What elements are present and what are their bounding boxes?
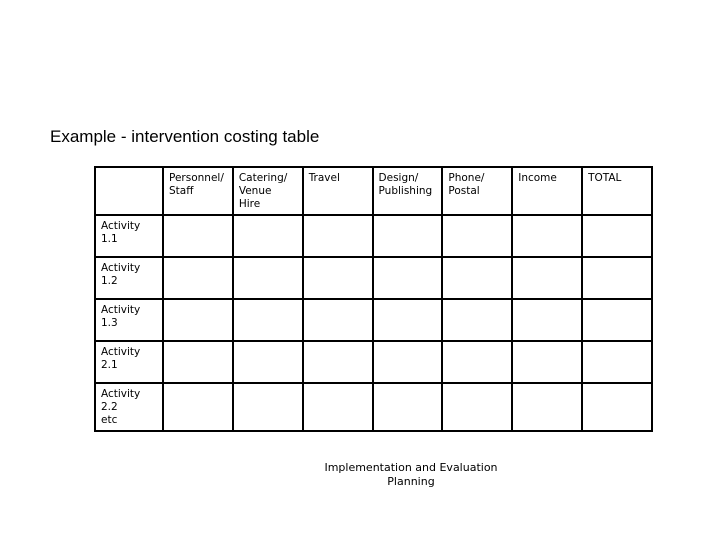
table-cell[interactable] xyxy=(512,215,582,257)
corner-cell xyxy=(95,167,163,215)
table-cell[interactable] xyxy=(233,215,303,257)
table-cell[interactable] xyxy=(233,299,303,341)
table-cell[interactable] xyxy=(163,383,233,431)
table-row xyxy=(95,215,652,257)
table-cell[interactable] xyxy=(582,215,652,257)
table-cell[interactable] xyxy=(373,299,443,341)
table-cell[interactable] xyxy=(512,341,582,383)
column-header-design: Design/ Publishing xyxy=(373,167,443,215)
row-label: Activity 1.2 xyxy=(95,257,163,299)
table-cell[interactable] xyxy=(303,383,373,431)
table-cell[interactable] xyxy=(442,341,512,383)
column-header-travel: Travel xyxy=(303,167,373,215)
slide-footer: Implementation and Evaluation Planning xyxy=(324,461,498,488)
slide-title: Example - intervention costing table xyxy=(50,127,320,146)
table-cell[interactable] xyxy=(233,383,303,431)
column-header-phone: Phone/ Postal xyxy=(442,167,512,215)
table-cell[interactable] xyxy=(373,341,443,383)
table-header-row xyxy=(95,167,652,215)
table-cell[interactable] xyxy=(373,383,443,431)
table-row xyxy=(95,299,652,341)
table-cell[interactable] xyxy=(163,341,233,383)
table-cell[interactable] xyxy=(163,299,233,341)
table-cell[interactable] xyxy=(163,257,233,299)
column-header-catering: Catering/ Venue Hire xyxy=(233,167,303,215)
table-row xyxy=(95,257,652,299)
row-label: Activity 1.3 xyxy=(95,299,163,341)
column-header-income: Income xyxy=(512,167,582,215)
table-cell[interactable] xyxy=(582,383,652,431)
row-label: Activity 1.1 xyxy=(95,215,163,257)
table-cell[interactable] xyxy=(442,383,512,431)
table-cell[interactable] xyxy=(512,299,582,341)
table-cell[interactable] xyxy=(442,299,512,341)
table-cell[interactable] xyxy=(582,341,652,383)
table-cell[interactable] xyxy=(303,257,373,299)
table-cell[interactable] xyxy=(582,257,652,299)
table-cell[interactable] xyxy=(303,299,373,341)
table-cell[interactable] xyxy=(303,341,373,383)
column-header-total: TOTAL xyxy=(582,167,652,215)
table-cell[interactable] xyxy=(373,215,443,257)
table-cell[interactable] xyxy=(512,257,582,299)
column-header-personnel: Personnel/ Staff xyxy=(163,167,233,215)
table-cell[interactable] xyxy=(373,257,443,299)
costing-table xyxy=(94,166,653,432)
table-cell[interactable] xyxy=(163,215,233,257)
row-label: Activity 2.2 etc xyxy=(95,383,163,431)
table-cell[interactable] xyxy=(442,215,512,257)
table-cell[interactable] xyxy=(512,383,582,431)
table-cell[interactable] xyxy=(303,215,373,257)
table-row xyxy=(95,383,652,431)
table-cell[interactable] xyxy=(233,341,303,383)
table-cell[interactable] xyxy=(442,257,512,299)
row-label: Activity 2.1 xyxy=(95,341,163,383)
table-row xyxy=(95,341,652,383)
table-cell[interactable] xyxy=(233,257,303,299)
table-cell[interactable] xyxy=(582,299,652,341)
